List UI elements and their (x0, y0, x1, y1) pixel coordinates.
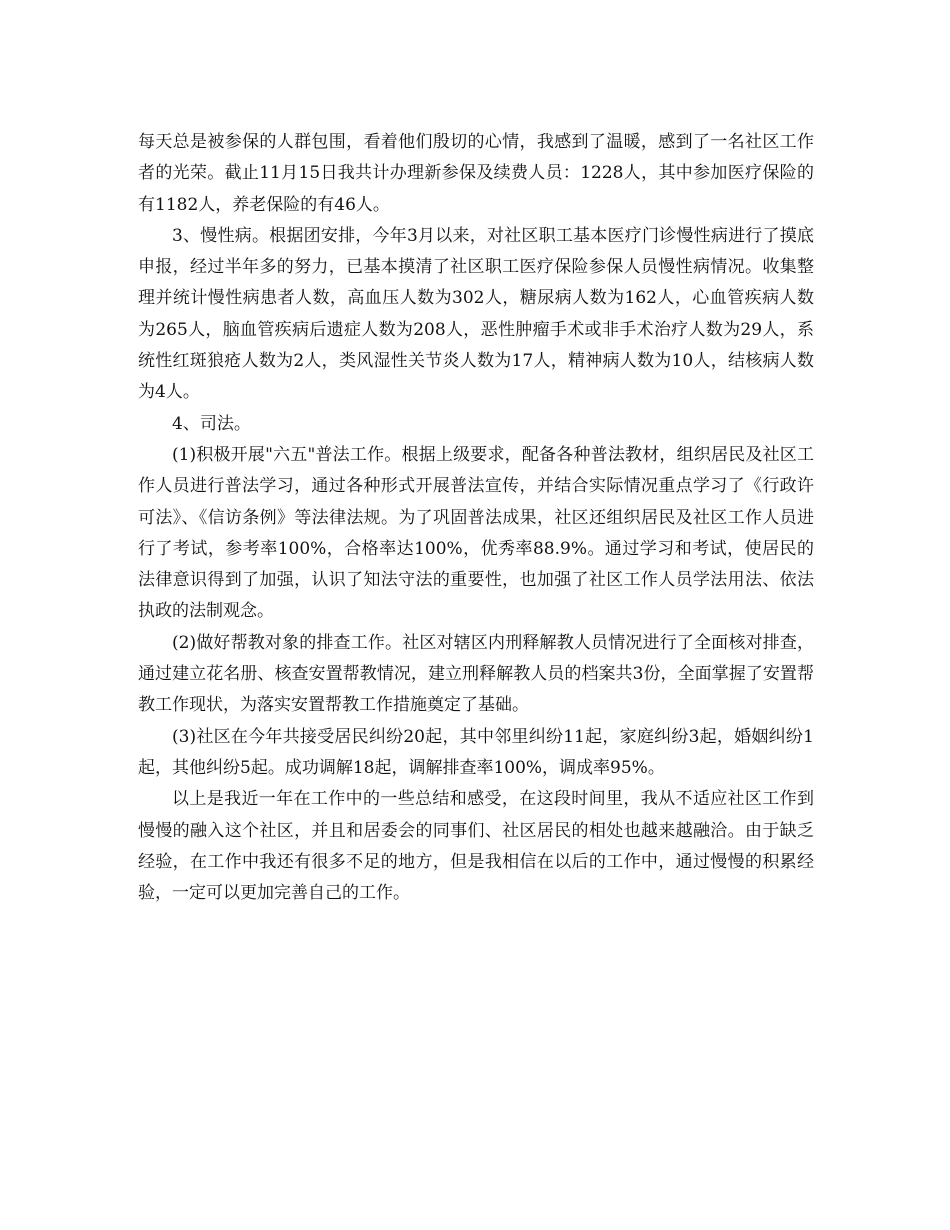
paragraph-conclusion: 以上是我近一年在工作中的一些总结和感受，在这段时间里，我从不适应社区工作到慢慢的融入这个社区，并且和居委会的同事们、社区居民的相处也越来越融洽。由于缺乏经验，在工作中我还有很多不足的地方，但是我相信在以后的工作中，通过慢慢的积累经验，一定可以更加完善自己的工作。 (138, 789, 814, 904)
paragraph-insurance-summary: 每天总是被参保的人群包围，看着他们殷切的心情，我感到了温暖，感到了一名社区工作者的光荣。截止11月15日我共计办理新参保及续费人员：1228人，其中参加医疗保险的有1182人，养老保险的有46人。 (138, 132, 814, 215)
paragraph-dispute-mediation: (3)社区在今年共接受居民纠纷20起，其中邻里纠纷11起，家庭纠纷3起，婚姻纠纷1起，其他纠纷5起。成功调解18起，调解排查率100%，调成率95%。 (138, 726, 814, 778)
document-body (138, 127, 814, 909)
paragraph-assistance-check: (2)做好帮教对象的排查工作。社区对辖区内刑释解教人员情况进行了全面核对排查，通过建立花名册、核查安置帮教情况，建立刑释解教人员的档案共3份，全面掌握了安置帮教工作现状，为落实安置帮教工作措施奠定了基础。 (138, 632, 814, 716)
paragraph-chronic-disease: 3、慢性病。根据团安排，今年3月以来，对社区职工基本医疗门诊慢性病进行了摸底申报，经过半年多的努力，已基本摸清了社区职工医疗保险参保人员慢性病情况。收集整理并统计慢性病患者人数，高血压人数为302人，糖尿病人数为162人，心血管疾病人数为265人，脑血管疾病后遗症人数为208人，恶性肿瘤手术或非手术治疗人数为29人，系统性红斑狼疮人数为2人，类风湿性关节炎人数为17人，精神病人数为10人，结核病人数为4人。 (138, 225, 814, 403)
paragraph-legal-education: (1)积极开展"六五"普法工作。根据上级要求，配备各种普法教材，组织居民及社区工作人员进行普法学习，通过各种形式开展普法宣传，并结合实际情况重点学习了《行政许可法》、《信访条例》等法律法规。为了巩固普法成果，社区还组织居民及社区工作人员进行了考试，参考率100%，合格率达100%，优秀率88.9%。通过学习和考试，使居民的法律意识得到了加强，认识了知法守法的重要性，也加强了社区工作人员学法用法、依法执政的法制观念。 (138, 444, 814, 622)
section-heading-judicial: 4、司法。 (172, 413, 251, 434)
